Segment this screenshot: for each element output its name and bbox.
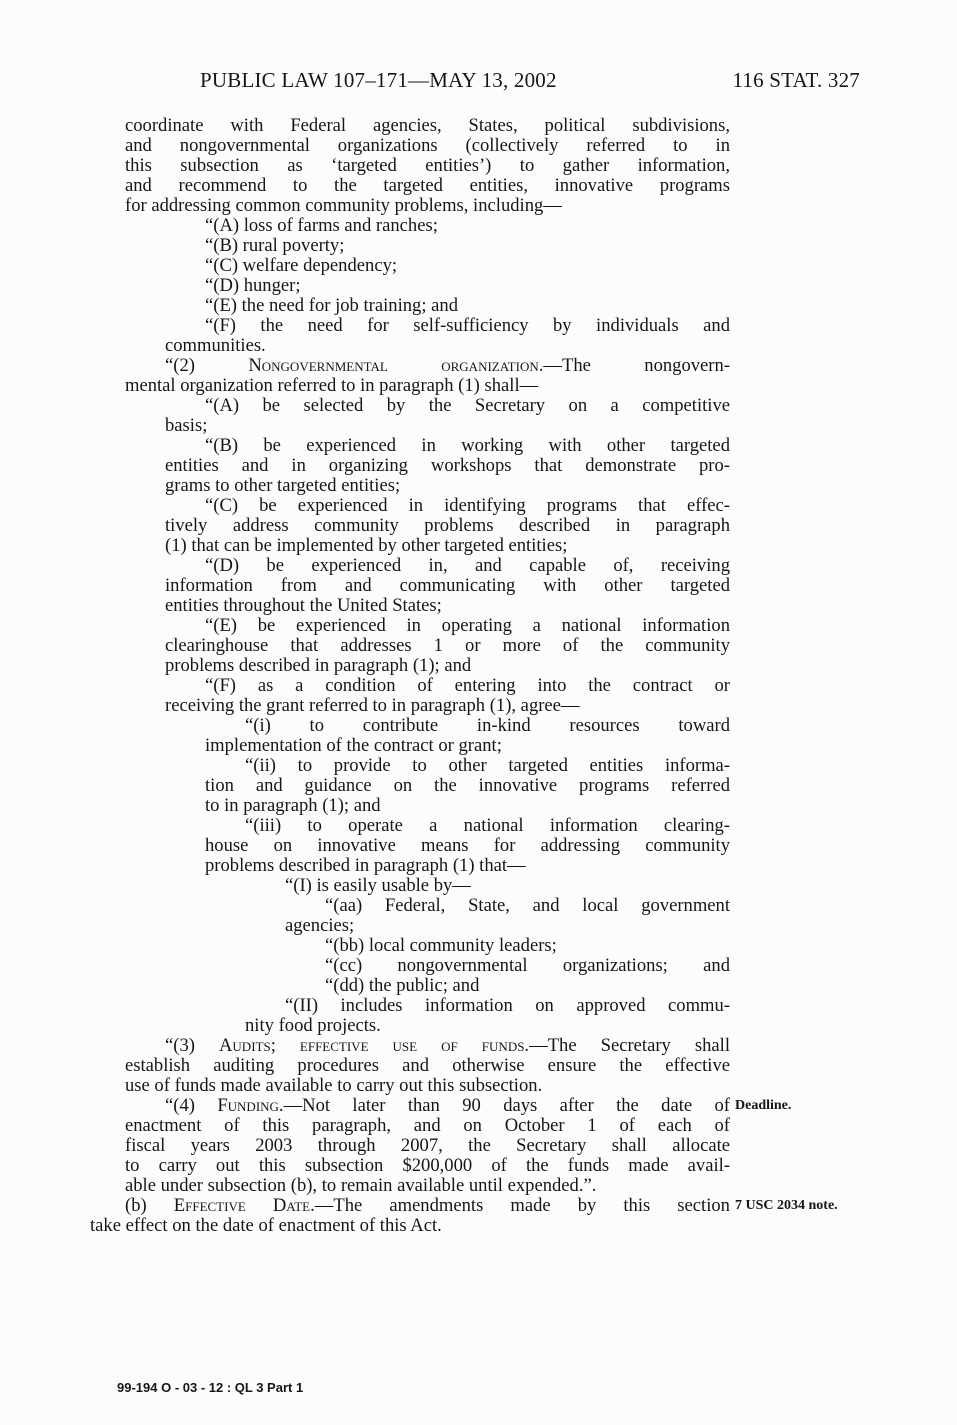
text-line: “(E) the need for job training; and [205, 295, 458, 316]
text-line: “(D) be experienced in, and capable of, receiving [205, 555, 730, 576]
text-line: “(E) be experienced in operating a national information [205, 615, 730, 636]
text-line: mental organization referred to in paragraph (1) shall— [125, 375, 539, 396]
paragraph-number: “(4) [165, 1095, 218, 1116]
text-line: and nongovernmental organizations (collectively referred to in [125, 135, 730, 156]
paragraph-number: “(2) [165, 355, 249, 376]
text-line: “(A) be selected by the Secretary on a competitive [205, 395, 730, 416]
text-line: “(D) hunger; [205, 275, 301, 296]
text-line: establish auditing procedures and otherwise ensure the effective [125, 1055, 730, 1076]
text-line: entities throughout the United States; [165, 595, 442, 616]
margin-note-deadline: Deadline. [735, 1098, 792, 1113]
text-line: agencies; [285, 915, 355, 936]
text-line: implementation of the contract or grant; [205, 735, 502, 756]
text-line: (1) that can be implemented by other targeted entities; [165, 535, 568, 556]
heading-continuation: —The nongovern- [543, 355, 730, 376]
text-line [125, 1196, 730, 1216]
text-line: “(C) be experienced in identifying programs that effec- [205, 495, 730, 516]
text-line: basis; [165, 415, 208, 436]
text-line: able under subsection (b), to remain available until expended.”. [125, 1175, 597, 1196]
heading-continuation: —The Secretary shall [529, 1035, 730, 1056]
text-line [165, 1096, 730, 1116]
text-line: “(aa) Federal, State, and local government [325, 895, 730, 916]
section-heading: Effective Date. [173, 1195, 315, 1216]
text-line: take effect on the date of enactment of this Act. [90, 1215, 442, 1236]
text-line: entities and in organizing workshops that demonstrate pro- [165, 455, 730, 476]
text-line: tion and guidance on the innovative programs referred [205, 775, 730, 796]
text-line: this subsection as ‘targeted entities’) to gather information, [125, 155, 730, 176]
section-heading: Funding. [217, 1095, 284, 1116]
subsection-letter: (b) [125, 1195, 174, 1216]
heading-continuation: —The amendments made by this section [314, 1195, 730, 1216]
text-line: “(B) rural poverty; [205, 235, 345, 256]
text-line: “(cc) nongovernmental organizations; and [325, 955, 730, 976]
text-line: coordinate with Federal agencies, States, political subdivisions, [125, 115, 730, 136]
text-line: fiscal years 2003 through 2007, the Secretary shall allocate [125, 1135, 730, 1156]
text-line: “(I) is easily usable by— [285, 875, 471, 896]
text-line: information from and communicating with other targeted [165, 575, 730, 596]
margin-note-usc: 7 USC 2034 note. [735, 1198, 838, 1213]
text-line: to in paragraph (1); and [205, 795, 381, 816]
text-line: clearinghouse that addresses 1 or more of the community [165, 635, 730, 656]
text-line: “(iii) to operate a national information clearing- [245, 815, 730, 836]
section-heading: Audits; effective use of funds. [218, 1035, 530, 1056]
text-line: “(F) as a condition of entering into the contract or [205, 675, 730, 696]
heading-continuation: —Not later than 90 days after the date of [283, 1095, 730, 1116]
text-line [165, 356, 730, 376]
text-line: grams to other targeted entities; [165, 475, 401, 496]
text-line [165, 1036, 730, 1056]
text-line: “(A) loss of farms and ranches; [205, 215, 438, 236]
text-line: “(dd) the public; and [325, 975, 480, 996]
text-line: communities. [165, 335, 266, 356]
text-line: problems described in paragraph (1); and [165, 655, 472, 676]
text-line: “(II) includes information on approved commu- [285, 995, 730, 1016]
text-line: tively address community problems described in paragraph [165, 515, 730, 536]
running-head [200, 68, 860, 98]
text-line: “(bb) local community leaders; [325, 935, 557, 956]
paragraph-number: “(3) [165, 1035, 219, 1056]
text-line: and recommend to the targeted entities, innovative programs [125, 175, 730, 196]
text-line: “(ii) to provide to other targeted entities informa- [245, 755, 730, 776]
section-heading: Nongovernmental organization. [248, 355, 544, 376]
text-line: “(B) be experienced in working with other targeted [205, 435, 730, 456]
text-line: for addressing common community problems, including— [125, 195, 562, 216]
text-line: problems described in paragraph (1) that— [205, 855, 526, 876]
stat-page-number: 116 STAT. 327 [732, 68, 860, 92]
text-line: “(F) the need for self-sufficiency by individuals and [205, 315, 730, 336]
text-line: “(C) welfare dependency; [205, 255, 398, 276]
text-line: receiving the grant referred to in paragraph (1), agree— [165, 695, 580, 716]
print-job-code: 99-194 O - 03 - 12 : QL 3 Part 1 [117, 1380, 304, 1395]
text-line: nity food projects. [245, 1015, 381, 1036]
text-line: to carry out this subsection $200,000 of the funds made avail- [125, 1155, 730, 1176]
text-line: enactment of this paragraph, and on October 1 of each of [125, 1115, 730, 1136]
text-line: use of funds made available to carry out this subsection. [125, 1075, 543, 1096]
text-line: “(i) to contribute in-kind resources toward [245, 715, 730, 736]
statute-body [90, 116, 730, 1236]
text-line: house on innovative means for addressing community [205, 835, 730, 856]
public-law-title: PUBLIC LAW 107–171—MAY 13, 2002 [200, 68, 557, 92]
